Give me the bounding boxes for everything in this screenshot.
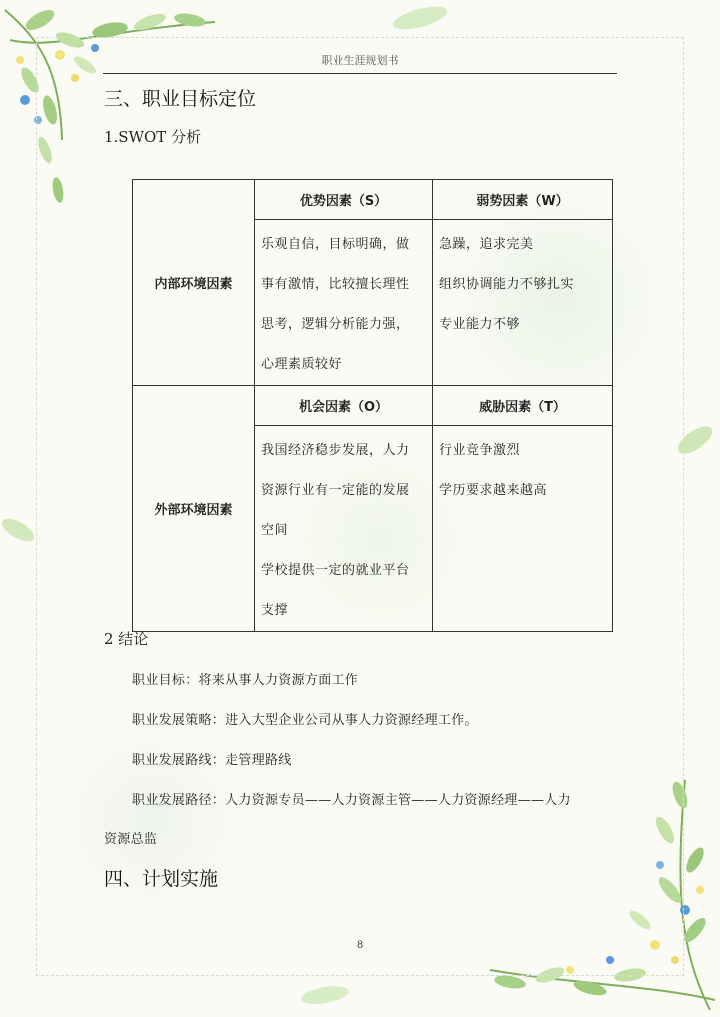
career-path-text-line1: 职业发展路径：人力资源专员——人力资源主管——人力资源经理——人力 [132, 793, 571, 808]
opportunities-line: 我国经济稳步发展，人力 [261, 443, 410, 458]
running-header: 职业生涯规划书 [321, 54, 399, 67]
page-number: 8 [356, 940, 364, 951]
opportunities-line: 资源行业有一定能的发展 [261, 483, 410, 498]
section-3-title: 三、职业目标定位 [104, 88, 257, 110]
opportunities-cell [255, 426, 433, 632]
strengths-line: 乐观自信，目标明确，做 [261, 237, 410, 252]
threats-cell [433, 426, 613, 632]
weaknesses-line: 急躁，追求完美 [439, 237, 534, 252]
career-goal-text: 职业目标：将来从事人力资源方面工作 [132, 673, 359, 688]
weaknesses-line: 专业能力不够 [439, 317, 521, 332]
opportunities-line: 学校提供一定的就业平台 [261, 563, 410, 578]
internal-factors-label: 内部环境因素 [133, 180, 255, 386]
conclusion-heading: 2 结论 [104, 630, 149, 648]
opportunities-line: 空间 [261, 523, 289, 538]
strengths-line: 事有激情，比较擅长理性 [261, 277, 410, 292]
top-right-leaf-decoration [380, 0, 460, 40]
opportunities-header: 机会因素（O） [255, 386, 433, 426]
swot-table [132, 179, 613, 632]
weaknesses-line: 组织协调能力不够扎实 [439, 277, 575, 292]
threats-line: 行业竞争激烈 [439, 443, 521, 458]
external-factors-label: 外部环境因素 [133, 386, 255, 632]
strengths-line: 心理素质较好 [261, 357, 343, 372]
threats-line: 学历要求越来越高 [439, 483, 548, 498]
strengths-header: 优势因素（S） [255, 180, 433, 220]
weaknesses-header: 弱势因素（W） [433, 180, 613, 220]
header-rule [103, 73, 617, 74]
bottom-left-leaf-decoration [290, 975, 360, 1015]
opportunities-line: 支撑 [261, 603, 289, 618]
strengths-line: 思考，逻辑分析能力强， [261, 317, 410, 332]
swot-external-header-row [133, 386, 613, 426]
career-path-text-line2: 资源总监 [104, 832, 158, 847]
swot-internal-header-row [133, 180, 613, 220]
career-route-text: 职业发展路线：走管理路线 [132, 753, 292, 768]
career-strategy-text: 职业发展策略：进入大型企业公司从事人力资源经理工作。 [132, 713, 478, 728]
weaknesses-cell [433, 220, 613, 386]
strengths-cell [255, 220, 433, 386]
section-4-title: 四、计划实施 [104, 868, 219, 890]
threats-header: 威胁因素（T） [433, 386, 613, 426]
swot-heading: 1.SWOT 分析 [104, 128, 202, 146]
